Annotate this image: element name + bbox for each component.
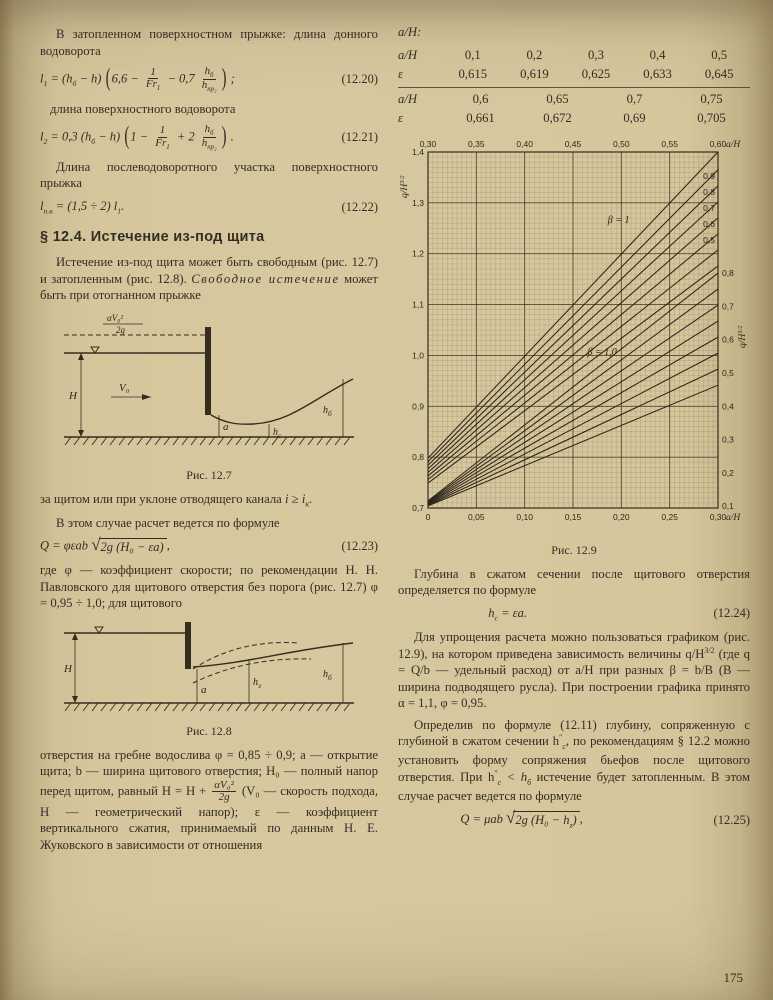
equation-number: (12.25) [713, 812, 750, 827]
hatch-line [263, 437, 269, 445]
bottom-tick-label: 0,25 [661, 511, 678, 522]
square-root: √ 2g $(H_0 - h_z)$ [506, 811, 580, 830]
hatch-line [344, 437, 350, 445]
hatch-line [74, 703, 80, 711]
hatch-line [209, 703, 215, 711]
hatch-line [299, 703, 305, 711]
hatch-line [119, 437, 125, 445]
equation-body: $l_1 = (h_б - h) (6,6$ − $\frac{1}{Fr_1}$ − 0,7 $\frac{h_б}{h_{пр_2}}$ ) ; [40, 65, 235, 94]
top-tick-label: 0,40 [516, 138, 533, 149]
line-end-label: 0,8 [703, 186, 715, 197]
paragraph-formula-intro: В этом случае расчет ведется по формуле [56, 515, 280, 530]
equation-12-21 [40, 124, 378, 152]
square-root: √ 2g (H₀ − εa) [91, 538, 167, 555]
cell: 0,3 [588, 47, 604, 62]
hatch-line [155, 703, 161, 711]
label-H: H [69, 389, 77, 402]
hatch-line [281, 703, 287, 711]
table-row [398, 87, 750, 109]
figure-12-8 [59, 617, 359, 717]
hatch-line [299, 437, 305, 445]
fraction: $\frac{1}{Fr_1}$ [145, 65, 161, 93]
hatch-line [218, 703, 224, 711]
hatch-line [110, 703, 116, 711]
cell: 0,69 [623, 110, 646, 125]
hatch-line [308, 703, 314, 711]
paragraph-graph-usage: Для упрощения расчета можно пользоваться графиком (рис. 12.9), на котором приведена зависимость величины $q/H^{3/2}$ (где q = Q/b — удельный расход) от a/H при разных β = b/B (B — ширина подводящего русла). При построении графика принято α = 1,1, φ = 0,95. [398, 630, 750, 711]
label-a: a [201, 683, 207, 696]
downstream-water-surface [193, 643, 353, 667]
hatch-line [191, 703, 197, 711]
hatch-line [92, 437, 98, 445]
paragraph-phi-coefficient: где φ — коэффициент скорости; по рекомендации Н. Н. Павловского для щитового отверстия без порога (рис. 12.7) φ = 0,95 ÷ 1,0; для щитового [40, 563, 378, 611]
hatch-line [227, 437, 233, 445]
hatch-line [326, 437, 332, 445]
cell: 0,75 [700, 91, 723, 106]
cell: 0,6 [472, 91, 489, 106]
hatch-line [182, 703, 188, 711]
right-column [398, 24, 750, 837]
cell: 0,2 [526, 47, 543, 62]
hatch-line [290, 437, 296, 445]
top-axis-label: a/H [726, 139, 741, 150]
paragraph-contracted-depth: Глубина в сжатом сечении после щитового отверстия определяется по формуле [398, 566, 750, 597]
label-H: H [64, 662, 72, 675]
hatch-line [74, 437, 80, 445]
cell: 0,633 [643, 66, 672, 81]
hatch-line [335, 437, 341, 445]
cell: 0,672 [543, 110, 572, 125]
row-label: a/H [398, 47, 418, 62]
arrowhead [142, 394, 151, 400]
top-tick-label: 0,55 [661, 138, 678, 149]
cell: 0,5 [711, 47, 728, 62]
label-hc: $h_c$ [273, 426, 282, 440]
right-tick-label: 0,8 [722, 267, 734, 278]
hatch-line [254, 703, 260, 711]
hatch-line [137, 703, 143, 711]
label-hb: $h_б$ [323, 404, 332, 418]
left-tick-label: 0,7 [412, 502, 424, 513]
paragraph-slope-condition: за щитом или при уклоне отводящего канала $i \ge i_к$. [40, 491, 313, 509]
right-tick-label: 0,2 [722, 467, 734, 478]
hatch-line [290, 703, 296, 711]
fraction: $\frac{h_б}{h_{пр_2}}$ [201, 123, 217, 152]
paragraph-notation: отверстия на гребне водослива φ = 0,85 ÷ 0,9; a — открытие щита; b — ширина щитового отверстия; H₀ — полный напор перед щитом, равный H = H + $\frac{\text{αV₀²}}{2g}$ (V₀ — скорость подхода, H — геометрический напор); ε — коэффициент вертикального сжатия, принимаемый по данным Н. Е. Жуковского в зависимости от отношения [40, 747, 378, 852]
top-tick-label: 0,35 [468, 138, 485, 149]
right-tick-label: 0,6 [722, 334, 734, 345]
equation-body: Q = φεab √ 2g (H₀ − εa) , [40, 535, 170, 555]
equation-12-24 [398, 606, 750, 623]
equation-number: (12.20) [341, 72, 378, 87]
bottom-tick-label: 0,30 [709, 511, 727, 522]
equation-12-20 [40, 66, 378, 94]
hatch-line [191, 437, 197, 445]
hatch-line [155, 437, 161, 445]
hatch-line [245, 437, 251, 445]
cell: 0,625 [581, 66, 611, 81]
table-row [398, 65, 750, 84]
label-hb: $h_б$ [323, 668, 332, 682]
equation-12-22 [40, 199, 378, 216]
equation-12-25 [398, 808, 750, 830]
hatch-line [281, 437, 287, 445]
hatch-line [236, 703, 242, 711]
paren-close: ) [221, 65, 227, 93]
cell: 0,7 [626, 91, 643, 106]
right-tick-label: 0,5 [722, 367, 734, 378]
right-axis-label: $q/H^{3/2}$ [737, 324, 748, 348]
hatch-line [128, 437, 134, 445]
emphasized-term: Свободное истечение [191, 271, 340, 286]
paragraph-jump-intro: В затопленном поверхностном прыжке: длина донного водоворота [40, 27, 378, 58]
hatch-line [83, 703, 89, 711]
figure-12-8-wrap [40, 617, 378, 722]
equation-body: Q = μab √ 2g $(H_0 - h_z)$ , [460, 808, 583, 830]
hatch-line [128, 703, 134, 711]
hatch-line [173, 437, 179, 445]
table-row [398, 109, 750, 128]
hatch-line [326, 703, 332, 711]
hatch-line [101, 703, 107, 711]
water-level-marker [95, 627, 103, 633]
left-tick-label: 1,4 [412, 146, 424, 157]
paren-open: ( [124, 123, 130, 151]
fraction: $\frac{\text{αV₀²}}{2g}$ [214, 778, 234, 804]
bottom-tick-label: 0,20 [613, 511, 630, 522]
cell: 0,1 [464, 47, 481, 62]
beta-annotation: β = 1 [607, 214, 630, 226]
equation-body: $l_2 = 0,3$ $(h_б - h) (1$ − $\frac{1}{Fr_1}$ + 2 $\frac{h_б}{h_{пр_2}}$ ) . [40, 123, 234, 152]
equation-number: (12.24) [713, 606, 750, 621]
epsilon-table [398, 46, 750, 128]
hatch-line [83, 437, 89, 445]
hatch-line [308, 437, 314, 445]
bottom-tick-label: 0 [425, 511, 431, 522]
line-end-label: 0,7 [703, 202, 715, 213]
hatch-line [200, 437, 206, 445]
paragraph-conjugate-depth: Определив по формуле (12.11) глубину, сопряженную с глубиной в сжатом сечении $h''_c$, по рекомендациям § 12.2 можно установить форму сопряжения бьефов после щитового отверстия. При $h''_c < h_б$ истечение будет затопленным. В этом случае расчет ведется по формуле [398, 717, 751, 803]
fraction: $\frac{1}{Fr_1}$ [155, 124, 170, 151]
sluice-gate [205, 327, 211, 415]
fraction: $\frac{h_б}{h_{пр_2}}$ [201, 65, 217, 94]
section-heading: § 12.4. Истечение из-под щита [40, 229, 265, 246]
cell: 0,705 [697, 110, 726, 125]
line-end-label: 0,9 [703, 170, 715, 181]
left-tick-label: 1,1 [412, 299, 424, 310]
figure-12-7-wrap [40, 309, 378, 466]
label-velocity-head-den: 2g [116, 324, 125, 335]
paragraph-surface-roller: длина поверхностного водоворота [50, 101, 236, 116]
right-tick-label: 0,1 [722, 500, 734, 511]
hatch-line [101, 437, 107, 445]
arrowhead [72, 696, 78, 703]
bottom-axis-label: a/H [726, 512, 741, 523]
top-tick-label: 0,50 [613, 138, 630, 149]
left-column [40, 26, 378, 858]
paren-open: ( [105, 65, 111, 93]
label-velocity-head-num: αV₀² [107, 312, 124, 323]
hatch-line [146, 703, 152, 711]
equation-body: $l_{п.в} = (1,5 \div 2)$ $l_1$. [40, 198, 125, 216]
hatch-line [317, 703, 323, 711]
right-tick-label: 0,4 [722, 400, 734, 411]
hatch-line [119, 703, 125, 711]
roller-streamline [193, 658, 311, 682]
left-tick-label: 0,8 [412, 451, 424, 462]
top-tick-label: 0,60 [709, 138, 727, 149]
line-end-label: 0,6 [703, 218, 715, 229]
hatch-line [335, 703, 341, 711]
cell: 0,615 [458, 66, 488, 81]
ground-hatching [65, 703, 350, 711]
hatch-line [218, 437, 224, 445]
label-a: a [223, 420, 229, 433]
page-number: 175 [723, 970, 743, 985]
label-hz: $h_з$ [253, 676, 261, 690]
cell: 0,4 [649, 47, 666, 62]
cell: 0,65 [546, 91, 569, 106]
arrowhead [78, 353, 84, 360]
left-tick-label: 1,3 [412, 197, 424, 208]
beta-annotation: β = 1,0 [587, 346, 617, 358]
hatch-line [344, 703, 350, 711]
figure-12-9-caption: Рис. 12.9 [551, 542, 597, 557]
hatch-line [263, 703, 269, 711]
paragraph-postroller: Длина послеводоворотного участка поверхностного прыжка [40, 159, 378, 191]
hatch-line [272, 703, 278, 711]
equation-12-23 [40, 535, 378, 555]
figure-12-7 [59, 309, 359, 461]
cell: 0,619 [520, 66, 549, 81]
hatch-line [317, 437, 323, 445]
row-label: ε [398, 110, 403, 125]
hatch-line [164, 437, 170, 445]
cell: 0,645 [704, 66, 734, 81]
figure-12-9-wrap [398, 136, 750, 541]
table-row [398, 46, 750, 65]
table-lead: a/H: [398, 25, 422, 39]
hatch-line [65, 703, 71, 711]
cell: 0,661 [466, 110, 495, 125]
arrowhead [78, 430, 84, 437]
hatch-line [209, 437, 215, 445]
hatch-line [227, 703, 233, 711]
arrowhead [72, 633, 78, 640]
hatch-line [92, 703, 98, 711]
equation-number: (12.23) [341, 539, 378, 554]
label-V0: V₀ [119, 381, 130, 394]
left-tick-label: 1,2 [412, 248, 424, 259]
hatch-line [173, 703, 179, 711]
row-label: ε [398, 66, 403, 81]
equation-number: (12.22) [341, 199, 378, 214]
top-tick-label: 0,30 [419, 138, 437, 149]
hatch-line [110, 437, 116, 445]
hatch-line [65, 437, 71, 445]
bottom-tick-label: 0,10 [516, 511, 533, 522]
equation-body: $h_c = \varepsilon a$. [488, 605, 527, 622]
right-tick-label: 0,3 [722, 434, 734, 445]
figure-12-8-caption: Рис. 12.8 [186, 723, 232, 738]
hatch-line [245, 703, 251, 711]
figure-12-7-caption: Рис. 12.7 [186, 467, 232, 482]
left-axis-label: $q/H^{3/2}$ [399, 174, 410, 198]
line-end-label: 0,5 [703, 234, 715, 245]
row-label: a/H [398, 91, 418, 106]
top-tick-label: 0,45 [564, 138, 582, 149]
hatch-line [137, 437, 143, 445]
bottom-tick-label: 0,15 [564, 511, 582, 522]
chart-figure-12-9 [398, 136, 750, 536]
water-level-marker [91, 347, 99, 353]
hatch-line [236, 437, 242, 445]
left-tick-label: 0,9 [412, 400, 424, 411]
paragraph-section-intro: Истечение из-под щита может быть свободным (рис. 12.7) и затопленным (рис. 12.8). Свободное истечение может быть при отогнанном прыжке [40, 255, 378, 303]
left-tick-label: 1,0 [412, 349, 424, 360]
sluice-gate [185, 622, 191, 669]
hatch-line [146, 437, 152, 445]
hatch-line [200, 703, 206, 711]
paren-close: ) [221, 123, 227, 151]
hatch-line [254, 437, 260, 445]
right-tick-label: 0,7 [722, 300, 734, 311]
ground-hatching [65, 437, 350, 445]
bottom-tick-label: 0,05 [468, 511, 485, 522]
hatch-line [182, 437, 188, 445]
equation-number: (12.21) [341, 130, 378, 145]
hatch-line [164, 703, 170, 711]
